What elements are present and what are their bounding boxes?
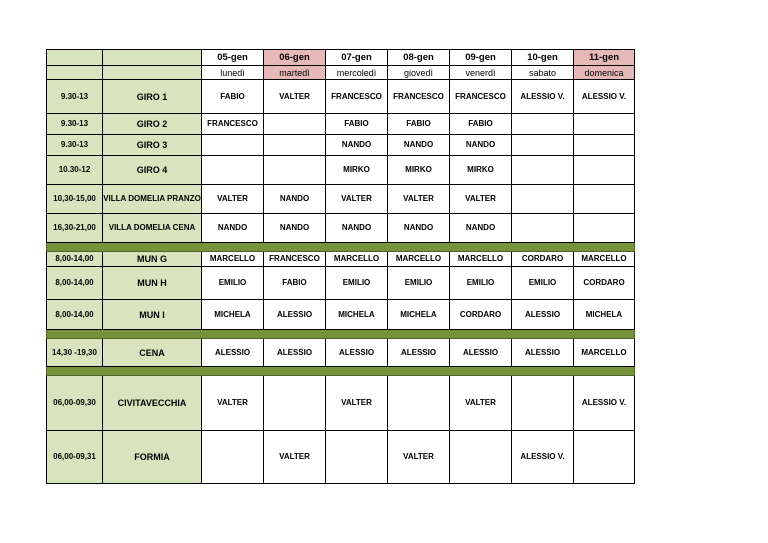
- shift-name-cell: GIRO 4: [103, 156, 202, 185]
- shift-name-cell: GIRO 3: [103, 135, 202, 156]
- day-cell: martedì: [264, 66, 326, 80]
- assignment-cell[interactable]: EMILIO: [326, 267, 388, 300]
- assignment-cell[interactable]: MARCELLO: [574, 252, 635, 267]
- assignment-cell[interactable]: [326, 431, 388, 484]
- shift-name-cell: GIRO 1: [103, 80, 202, 114]
- assignment-cell[interactable]: ALESSIO V.: [574, 376, 635, 431]
- assignment-cell[interactable]: MIRKO: [326, 156, 388, 185]
- assignment-cell[interactable]: NANDO: [450, 214, 512, 243]
- time-cell: 9.30-13: [47, 80, 103, 114]
- day-cell: domenica: [574, 66, 635, 80]
- assignment-cell[interactable]: FABIO: [202, 80, 264, 114]
- assignment-cell[interactable]: [512, 376, 574, 431]
- assignment-cell[interactable]: CORDARO: [574, 267, 635, 300]
- assignment-cell[interactable]: [264, 156, 326, 185]
- assignment-cell[interactable]: ALESSIO: [264, 339, 326, 367]
- assignment-cell[interactable]: [202, 431, 264, 484]
- assignment-cell[interactable]: VALTER: [450, 376, 512, 431]
- assignment-cell[interactable]: VALTER: [326, 185, 388, 214]
- assignment-cell[interactable]: CORDARO: [512, 252, 574, 267]
- header-blank-cell: [103, 66, 202, 80]
- assignment-cell[interactable]: FABIO: [264, 267, 326, 300]
- date-cell: 08-gen: [388, 50, 450, 66]
- shift-name-cell: VILLA DOMELIA PRANZO: [103, 185, 202, 214]
- shift-name-cell: MUN H: [103, 267, 202, 300]
- day-cell: venerdì: [450, 66, 512, 80]
- assignment-cell[interactable]: VALTER: [264, 431, 326, 484]
- assignment-cell[interactable]: [264, 114, 326, 135]
- assignment-cell[interactable]: MICHELA: [326, 300, 388, 330]
- assignment-cell[interactable]: CORDARO: [450, 300, 512, 330]
- date-cell: 06-gen: [264, 50, 326, 66]
- date-cell: 09-gen: [450, 50, 512, 66]
- section-separator-bar: [47, 330, 635, 339]
- assignment-cell[interactable]: [574, 156, 635, 185]
- assignment-cell[interactable]: [574, 114, 635, 135]
- assignment-cell[interactable]: ALESSIO: [450, 339, 512, 367]
- section-separator: [47, 367, 635, 376]
- assignment-cell[interactable]: FRANCESCO: [450, 80, 512, 114]
- assignment-cell[interactable]: ALESSIO V.: [512, 80, 574, 114]
- assignment-cell[interactable]: NANDO: [202, 214, 264, 243]
- schedule-row: [47, 156, 635, 185]
- assignment-cell[interactable]: VALTER: [388, 185, 450, 214]
- assignment-cell[interactable]: [512, 185, 574, 214]
- assignment-cell[interactable]: EMILIO: [202, 267, 264, 300]
- assignment-cell[interactable]: VALTER: [388, 431, 450, 484]
- time-cell: 06,00-09,31: [47, 431, 103, 484]
- assignment-cell[interactable]: VALTER: [264, 80, 326, 114]
- assignment-cell[interactable]: NANDO: [326, 214, 388, 243]
- schedule-row: [47, 300, 635, 330]
- assignment-cell[interactable]: ALESSIO V.: [574, 80, 635, 114]
- date-cell: 10-gen: [512, 50, 574, 66]
- assignment-cell[interactable]: EMILIO: [450, 267, 512, 300]
- header-blank-cell: [47, 50, 103, 66]
- time-cell: 9.30-13: [47, 135, 103, 156]
- time-cell: 8,00-14,00: [47, 252, 103, 267]
- header-date-row: [47, 50, 635, 66]
- assignment-cell[interactable]: [202, 156, 264, 185]
- assignment-cell[interactable]: NANDO: [326, 135, 388, 156]
- shift-name-cell: FORMIA: [103, 431, 202, 484]
- assignment-cell[interactable]: MARCELLO: [326, 252, 388, 267]
- assignment-cell[interactable]: FABIO: [450, 114, 512, 135]
- time-cell: 8,00-14,00: [47, 267, 103, 300]
- shift-name-cell: GIRO 2: [103, 114, 202, 135]
- assignment-cell[interactable]: [574, 214, 635, 243]
- assignment-cell[interactable]: [512, 214, 574, 243]
- assignment-cell[interactable]: [574, 431, 635, 484]
- shift-name-cell: CIVITAVECCHIA: [103, 376, 202, 431]
- time-cell: 14,30 -19,30: [47, 339, 103, 367]
- schedule-row: [47, 214, 635, 243]
- assignment-cell[interactable]: VALTER: [202, 185, 264, 214]
- assignment-cell[interactable]: FRANCESCO: [388, 80, 450, 114]
- time-cell: 9.30-13: [47, 114, 103, 135]
- schedule-row: [47, 339, 635, 367]
- day-cell: lunedì: [202, 66, 264, 80]
- time-cell: 8,00-14,00: [47, 300, 103, 330]
- time-cell: 10,30-15,00: [47, 185, 103, 214]
- assignment-cell[interactable]: EMILIO: [512, 267, 574, 300]
- shift-name-cell: MUN G: [103, 252, 202, 267]
- assignment-cell[interactable]: FRANCESCO: [326, 80, 388, 114]
- assignment-cell[interactable]: VALTER: [202, 376, 264, 431]
- section-separator-bar: [47, 243, 635, 252]
- schedule-row: [47, 135, 635, 156]
- assignment-cell[interactable]: ALESSIO: [264, 300, 326, 330]
- assignment-cell[interactable]: [450, 431, 512, 484]
- assignment-cell[interactable]: [388, 376, 450, 431]
- header-day-row: [47, 66, 635, 80]
- assignment-cell[interactable]: MICHELA: [202, 300, 264, 330]
- assignment-cell[interactable]: ALESSIO: [202, 339, 264, 367]
- assignment-cell[interactable]: [512, 135, 574, 156]
- assignment-cell[interactable]: ALESSIO: [326, 339, 388, 367]
- section-separator-bar: [47, 367, 635, 376]
- schedule-row: [47, 185, 635, 214]
- time-cell: 16,30-21,00: [47, 214, 103, 243]
- day-cell: giovedì: [388, 66, 450, 80]
- assignment-cell[interactable]: NANDO: [450, 135, 512, 156]
- day-cell: mercoledì: [326, 66, 388, 80]
- time-cell: 06,00-09,30: [47, 376, 103, 431]
- assignment-cell[interactable]: [512, 114, 574, 135]
- header-blank-cell: [103, 50, 202, 66]
- shift-name-cell: CENA: [103, 339, 202, 367]
- time-cell: 10.30-12: [47, 156, 103, 185]
- schedule-body: [47, 50, 635, 484]
- header-blank-cell: [47, 66, 103, 80]
- assignment-cell[interactable]: [202, 135, 264, 156]
- assignment-cell[interactable]: EMILIO: [388, 267, 450, 300]
- assignment-cell[interactable]: ALESSIO: [512, 300, 574, 330]
- assignment-cell[interactable]: MARCELLO: [202, 252, 264, 267]
- schedule-row: [47, 431, 635, 484]
- schedule-row: [47, 114, 635, 135]
- shift-name-cell: VILLA DOMELIA CENA: [103, 214, 202, 243]
- schedule-row: [47, 376, 635, 431]
- assignment-cell[interactable]: MICHELA: [574, 300, 635, 330]
- date-cell: 07-gen: [326, 50, 388, 66]
- assignment-cell[interactable]: VALTER: [326, 376, 388, 431]
- assignment-cell[interactable]: MICHELA: [388, 300, 450, 330]
- assignment-cell[interactable]: ALESSIO V.: [512, 431, 574, 484]
- assignment-cell[interactable]: [574, 135, 635, 156]
- schedule-row: [47, 252, 635, 267]
- assignment-cell[interactable]: NANDO: [264, 185, 326, 214]
- schedule-table: [46, 49, 635, 484]
- assignment-cell[interactable]: FRANCESCO: [202, 114, 264, 135]
- assignment-cell[interactable]: ALESSIO: [512, 339, 574, 367]
- assignment-cell[interactable]: ALESSIO: [388, 339, 450, 367]
- assignment-cell[interactable]: NANDO: [388, 214, 450, 243]
- assignment-cell[interactable]: MIRKO: [450, 156, 512, 185]
- day-cell: sabato: [512, 66, 574, 80]
- assignment-cell[interactable]: FABIO: [388, 114, 450, 135]
- assignment-cell[interactable]: VALTER: [450, 185, 512, 214]
- assignment-cell[interactable]: [264, 135, 326, 156]
- assignment-cell[interactable]: FABIO: [326, 114, 388, 135]
- assignment-cell[interactable]: [574, 185, 635, 214]
- date-cell: 05-gen: [202, 50, 264, 66]
- assignment-cell[interactable]: MARCELLO: [450, 252, 512, 267]
- assignment-cell[interactable]: NANDO: [388, 135, 450, 156]
- section-separator: [47, 330, 635, 339]
- schedule-row: [47, 80, 635, 114]
- assignment-cell[interactable]: MARCELLO: [388, 252, 450, 267]
- assignment-cell[interactable]: [512, 156, 574, 185]
- section-separator: [47, 243, 635, 252]
- assignment-cell[interactable]: [264, 376, 326, 431]
- assignment-cell[interactable]: NANDO: [264, 214, 326, 243]
- schedule-row: [47, 267, 635, 300]
- assignment-cell[interactable]: FRANCESCO: [264, 252, 326, 267]
- shift-name-cell: MUN I: [103, 300, 202, 330]
- date-cell: 11-gen: [574, 50, 635, 66]
- assignment-cell[interactable]: MARCELLO: [574, 339, 635, 367]
- assignment-cell[interactable]: MIRKO: [388, 156, 450, 185]
